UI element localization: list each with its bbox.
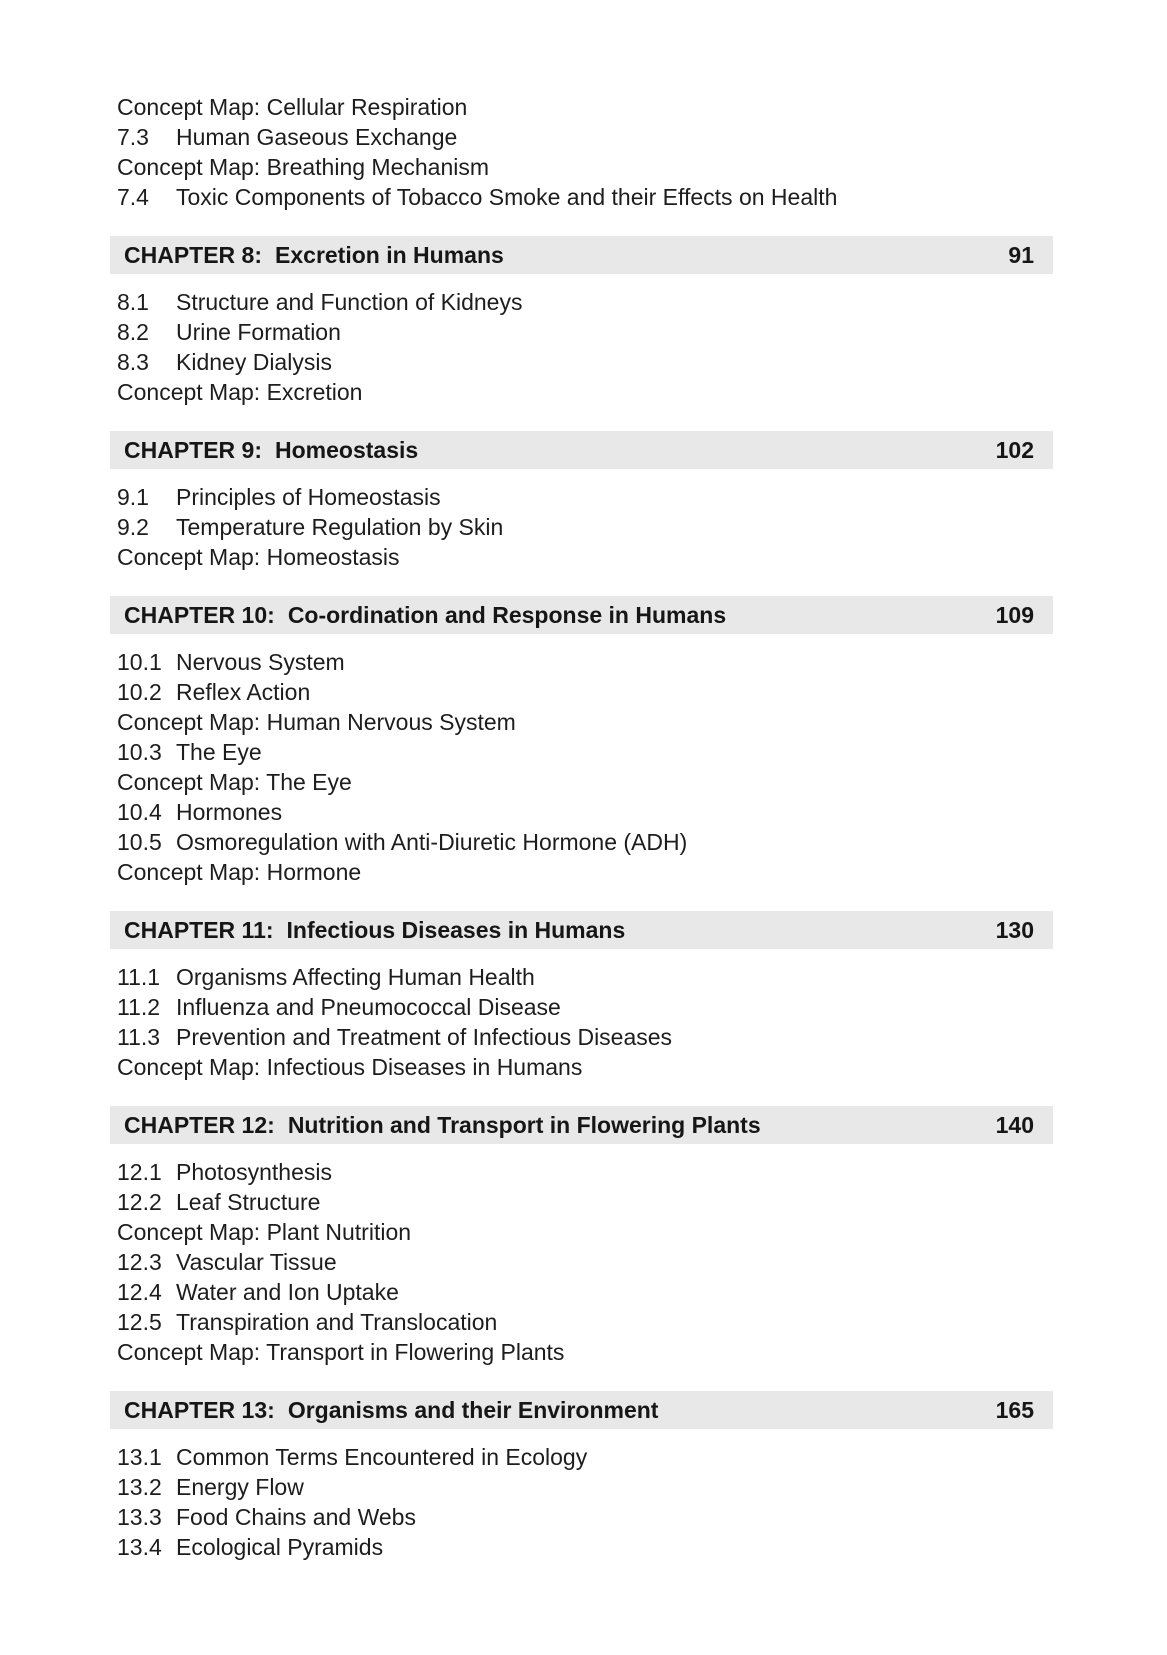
chapter-label: CHAPTER 12: <box>124 1111 275 1138</box>
section-title: Principles of Homeostasis <box>176 484 441 510</box>
section-title: Prevention and Treatment of Infectious Diseases <box>176 1024 673 1050</box>
chapter-header-bar <box>110 236 1053 274</box>
section-number: 9.2 <box>117 514 149 540</box>
toc-section-entry <box>110 287 1053 317</box>
toc-section-entry <box>110 1247 1053 1277</box>
section-number: 12.4 <box>117 1279 162 1305</box>
toc-section-entry <box>110 122 1053 152</box>
chapter-header-bar <box>110 911 1053 949</box>
concept-map-label: Concept Map: Transport in Flowering Plants <box>117 1339 565 1365</box>
section-number: 13.3 <box>117 1504 162 1530</box>
toc-section-entry <box>110 1307 1053 1337</box>
section-number: 10.4 <box>117 799 162 825</box>
toc-section-entry <box>110 1277 1053 1307</box>
section-title: Food Chains and Webs <box>176 1504 416 1530</box>
section-title: Photosynthesis <box>176 1159 332 1185</box>
chapter-label: CHAPTER 10: <box>124 601 275 628</box>
chapter-label: CHAPTER 13: <box>124 1396 275 1423</box>
concept-map-label: Concept Map: The Eye <box>117 769 352 795</box>
section-title: Hormones <box>176 799 283 825</box>
section-number: 7.3 <box>117 124 149 150</box>
concept-map-label: Concept Map: Hormone <box>117 859 362 885</box>
section-number: 11.3 <box>117 1024 161 1050</box>
toc-concept-map-entry <box>110 152 1053 182</box>
section-title: Urine Formation <box>176 319 341 345</box>
chapter-title: Infectious Diseases in Humans <box>286 916 626 943</box>
concept-map-label: Concept Map: Human Nervous System <box>117 709 516 735</box>
section-number: 12.2 <box>117 1189 162 1215</box>
chapter-header-bar <box>110 1391 1053 1429</box>
chapter-page-number: 140 <box>995 1111 1034 1138</box>
section-title: Vascular Tissue <box>176 1249 337 1275</box>
chapter-header-bar <box>110 1106 1053 1144</box>
toc-section-entry <box>110 737 1053 767</box>
section-title: Water and Ion Uptake <box>176 1279 399 1305</box>
toc-section-entry <box>110 1022 1053 1052</box>
concept-map-label: Concept Map: Cellular Respiration <box>117 94 468 120</box>
chapter-page-number: 91 <box>1008 241 1034 268</box>
chapter-page-number: 102 <box>995 436 1034 463</box>
concept-map-label: Concept Map: Infectious Diseases in Humans <box>117 1054 583 1080</box>
toc-section-entry <box>110 1502 1053 1532</box>
toc-section-entry <box>110 647 1053 677</box>
chapter-page-number: 165 <box>995 1396 1034 1423</box>
section-number: 12.1 <box>117 1159 162 1185</box>
section-title: Common Terms Encountered in Ecology <box>176 1444 588 1470</box>
section-title: Structure and Function of Kidneys <box>176 289 523 315</box>
chapter-page-number: 109 <box>995 601 1034 628</box>
chapter-title: Nutrition and Transport in Flowering Plants <box>287 1111 761 1138</box>
section-title: Influenza and Pneumococcal Disease <box>176 994 561 1020</box>
chapter-label: CHAPTER 8: <box>124 241 263 268</box>
chapter-title: Organisms and their Environment <box>287 1396 659 1423</box>
toc-section-entry <box>110 1442 1053 1472</box>
chapter-title: Homeostasis <box>275 436 419 463</box>
section-number: 11.2 <box>117 994 161 1020</box>
section-title: Temperature Regulation by Skin <box>176 514 504 540</box>
toc-concept-map-entry <box>110 707 1053 737</box>
section-number: 10.3 <box>117 739 162 765</box>
chapter-title: Excretion in Humans <box>275 241 504 268</box>
chapter-title: Co-ordination and Response in Humans <box>287 601 727 628</box>
section-number: 12.3 <box>117 1249 162 1275</box>
toc-section-entry <box>110 1472 1053 1502</box>
toc-concept-map-entry <box>110 92 1053 122</box>
chapter-page-number: 130 <box>995 916 1034 943</box>
section-number: 12.5 <box>117 1309 162 1335</box>
section-title: Energy Flow <box>176 1474 304 1500</box>
toc-concept-map-entry <box>110 1337 1053 1367</box>
section-number: 10.5 <box>117 829 162 855</box>
section-title: Reflex Action <box>176 679 311 705</box>
section-title: Toxic Components of Tobacco Smoke and their Effects on Health <box>176 184 838 210</box>
section-number: 10.2 <box>117 679 162 705</box>
toc-concept-map-entry <box>110 857 1053 887</box>
section-title: Nervous System <box>176 649 345 675</box>
toc-section-entry <box>110 797 1053 827</box>
toc-section-entry <box>110 827 1053 857</box>
toc-section-entry <box>110 677 1053 707</box>
concept-map-label: Concept Map: Plant Nutrition <box>117 1219 412 1245</box>
section-title: The Eye <box>176 739 262 765</box>
toc-section-entry <box>110 962 1053 992</box>
concept-map-label: Concept Map: Homeostasis <box>117 544 400 570</box>
toc-section-entry <box>110 512 1053 542</box>
section-number: 8.1 <box>117 289 149 315</box>
section-title: Osmoregulation with Anti-Diuretic Hormone (ADH) <box>176 829 688 855</box>
section-number: 7.4 <box>117 184 149 210</box>
toc-section-entry <box>110 347 1053 377</box>
toc-concept-map-entry <box>110 1052 1053 1082</box>
section-number: 13.4 <box>117 1534 162 1560</box>
section-number: 13.2 <box>117 1474 162 1500</box>
concept-map-label: Concept Map: Excretion <box>117 379 363 405</box>
section-number: 11.1 <box>117 964 161 990</box>
toc-section-entry <box>110 317 1053 347</box>
toc-section-entry <box>110 182 1053 212</box>
toc-section-entry <box>110 992 1053 1022</box>
section-title: Organisms Affecting Human Health <box>176 964 535 990</box>
chapter-header-bar <box>110 596 1053 634</box>
chapter-header-bar <box>110 431 1053 469</box>
section-number: 8.2 <box>117 319 149 345</box>
toc-section-entry <box>110 1157 1053 1187</box>
toc-section-entry <box>110 482 1053 512</box>
section-title: Kidney Dialysis <box>176 349 332 375</box>
section-title: Leaf Structure <box>176 1189 321 1215</box>
toc-section-entry <box>110 1187 1053 1217</box>
toc-concept-map-entry <box>110 767 1053 797</box>
section-title: Transpiration and Translocation <box>176 1309 498 1335</box>
toc-concept-map-entry <box>110 542 1053 572</box>
toc-content <box>110 92 1053 1562</box>
section-number: 8.3 <box>117 349 149 375</box>
section-number: 10.1 <box>117 649 162 675</box>
chapter-label: CHAPTER 11: <box>124 916 274 943</box>
toc-concept-map-entry <box>110 377 1053 407</box>
chapter-label: CHAPTER 9: <box>124 436 263 463</box>
section-title: Human Gaseous Exchange <box>176 124 458 150</box>
section-number: 9.1 <box>117 484 149 510</box>
section-title: Ecological Pyramids <box>176 1534 384 1560</box>
toc-concept-map-entry <box>110 1217 1053 1247</box>
section-number: 13.1 <box>117 1444 162 1470</box>
toc-section-entry <box>110 1532 1053 1562</box>
concept-map-label: Concept Map: Breathing Mechanism <box>117 154 490 180</box>
